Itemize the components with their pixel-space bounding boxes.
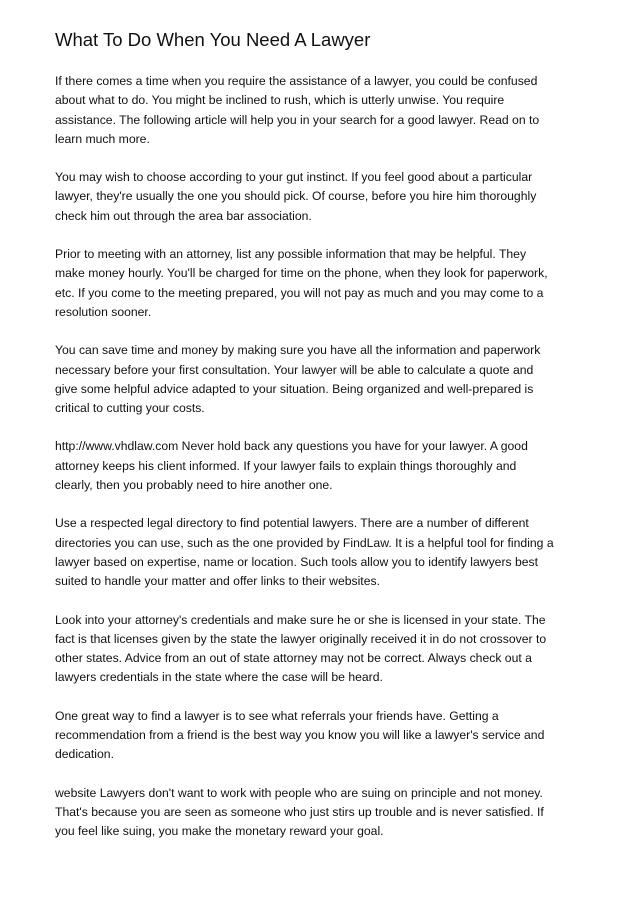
paragraph-referrals: One great way to find a lawyer is to see what referrals your friends have. Getting a recommendation from a friend is the best way you know you will like a lawyer's service and dedication. <box>55 708 545 762</box>
paragraph-ask-questions: http://www.vhdlaw.com Never hold back any questions you have for your lawyer. A good attorney keeps his client informed. If your lawyer fails to explain things thoroughly and clearly, then you probably need to hire another one. <box>55 439 528 493</box>
paragraph-gut-instinct: You may wish to choose according to your gut instinct. If you feel good about a particular lawyer, they're usually the one you should pick. Of course, before you hire him thoroughly check him out through the area bar association. <box>55 170 537 223</box>
paragraph-suing: website Lawyers don't want to work with people who are suing on principle and not money. That's because you are seen as someone who just stirs up trouble and is never satisfied. If you feel like suing, you make the monetary reward your goal. <box>55 785 544 839</box>
paragraph-intro: If there comes a time when you require the assistance of a lawyer, you could be confused about what to do. You might be inclined to rush, which is utterly unwise. You require assistance. The following article will help you in your search for a good lawyer. Read on to learn much more. <box>55 74 540 146</box>
paragraph-prior-to-meeting: Prior to meeting with an attorney, list any possible information that may be helpful. They make money hourly. You'll be charged for time on the phone, when they look for paperwork, etc. If you come to the meeting prepared, you will not pay as much and you may come to a resolution sooner. <box>55 247 548 319</box>
document-title: What To Do When You Need A Lawyer <box>55 29 371 50</box>
document-page <box>55 28 587 861</box>
paragraph-credentials: Look into your attorney's credentials and make sure he or she is licensed in your state. The fact is that licenses given by the state the lawyer originally received it in do not crossover to other states. Advice from an out of state attorney may not be correct. Always check out a lawyers credentials in the state where the case will be heard. <box>55 612 547 685</box>
paragraph-legal-directory: Use a respected legal directory to find potential lawyers. There are a number of different directories you can use, such as the one provided by FindLaw. It is a helpful tool for finding a lawyer based on expertise, name or location. Such tools allow you to identify lawyers best suited to handle your matter and offer links to their websites. <box>55 516 554 589</box>
paragraph-save-time: You can save time and money by making sure you have all the information and paperwork necessary before your first consultation. Your lawyer will be able to calculate a quote and give some helpful advice adapted to your situation. Being organized and well-prepared is critical to cutting your costs. <box>55 343 541 416</box>
